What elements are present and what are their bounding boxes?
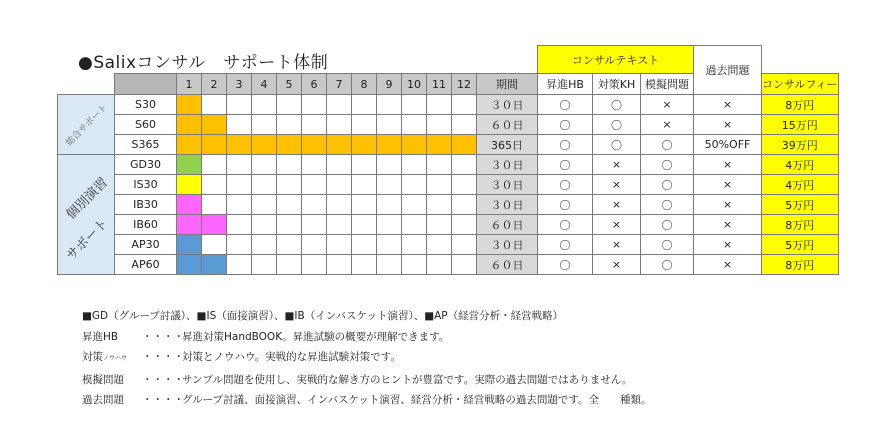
period-cell: ６０日 — [477, 115, 538, 135]
kh-cell: 〇 — [593, 95, 641, 115]
month-cell — [327, 195, 352, 215]
month-cell — [277, 115, 302, 135]
header-plan-blank — [115, 74, 177, 95]
month-cell — [277, 155, 302, 175]
kh-cell: × — [593, 175, 641, 195]
month-cell — [327, 135, 352, 155]
month-cell — [302, 175, 327, 195]
month-cell — [452, 255, 477, 275]
kako-cell: × — [694, 195, 762, 215]
kh-cell: × — [593, 215, 641, 235]
note-mogi — [82, 370, 652, 391]
hb-cell: 〇 — [538, 195, 593, 215]
header-fee: コンサルフィー — [762, 74, 839, 95]
price-cell: 4万円 — [762, 155, 839, 175]
month-cell — [402, 155, 427, 175]
month-cell — [302, 195, 327, 215]
month-cell — [402, 95, 427, 115]
month-cell — [202, 215, 227, 235]
plan-name: S365 — [115, 135, 177, 155]
mogi-cell: × — [641, 115, 694, 135]
month-cell — [227, 215, 252, 235]
month-cell — [377, 175, 402, 195]
month-header-9: 9 — [377, 74, 402, 95]
month-cell — [402, 255, 427, 275]
price-cell: 5万円 — [762, 235, 839, 255]
month-cell — [252, 195, 277, 215]
month-cell — [277, 255, 302, 275]
month-cell — [352, 195, 377, 215]
period-cell: ３０日 — [477, 195, 538, 215]
header-kikan: 期間 — [477, 74, 538, 95]
month-cell — [277, 175, 302, 195]
price-cell: 39万円 — [762, 135, 839, 155]
month-cell — [352, 115, 377, 135]
period-cell: ６０日 — [477, 255, 538, 275]
period-cell: ３０日 — [477, 235, 538, 255]
month-cell — [177, 95, 202, 115]
note-key: 模擬問題 — [82, 373, 124, 386]
kako-cell: × — [694, 235, 762, 255]
month-cell — [452, 235, 477, 255]
month-cell — [427, 195, 452, 215]
month-cell — [352, 135, 377, 155]
kh-cell: × — [593, 155, 641, 175]
month-header-12: 12 — [452, 74, 477, 95]
note-text: 対策とノウハウ。実戦的な昇進試験対策です。 — [182, 351, 401, 364]
month-cell — [377, 135, 402, 155]
month-cell — [302, 135, 327, 155]
plan-name: S30 — [115, 95, 177, 115]
plan-name: IB60 — [115, 215, 177, 235]
month-cell — [427, 215, 452, 235]
note-text: 昇進対策HandBOOK。昇進試験の概要が理解できます。 — [182, 330, 450, 343]
notes — [82, 306, 652, 411]
table-row — [58, 175, 839, 195]
month-header-2: 2 — [202, 74, 227, 95]
price-cell: 15万円 — [762, 115, 839, 135]
category-kobetsu-label-1: 個別演習 — [63, 174, 112, 223]
plan-name: IS30 — [115, 175, 177, 195]
note-hb — [82, 327, 652, 348]
month-cell — [302, 155, 327, 175]
month-cell — [202, 175, 227, 195]
table-row — [58, 195, 839, 215]
category-kobetsu — [58, 155, 115, 275]
month-cell — [352, 215, 377, 235]
month-cell — [352, 95, 377, 115]
month-header-5: 5 — [277, 74, 302, 95]
note-kako — [82, 390, 652, 411]
month-header-6: 6 — [302, 74, 327, 95]
hb-cell: 〇 — [538, 215, 593, 235]
month-cell — [252, 255, 277, 275]
month-cell — [402, 115, 427, 135]
plan-name: GD30 — [115, 155, 177, 175]
month-cell — [277, 235, 302, 255]
month-cell — [377, 155, 402, 175]
mogi-cell: 〇 — [641, 235, 694, 255]
table-row — [58, 235, 839, 255]
month-cell — [352, 175, 377, 195]
month-cell — [177, 255, 202, 275]
legend-line: ■GD（グループ討議）、■IS（面接演習）、■IB（インバスケット演習）、■AP（経営分析・経営戦略） — [82, 310, 564, 322]
mogi-cell: 〇 — [641, 215, 694, 235]
plan-name: IB30 — [115, 195, 177, 215]
kh-cell: 〇 — [593, 115, 641, 135]
month-cell — [302, 235, 327, 255]
hb-cell: 〇 — [538, 95, 593, 115]
period-cell: ３０日 — [477, 155, 538, 175]
month-cell — [452, 135, 477, 155]
month-cell — [252, 235, 277, 255]
month-cell — [327, 255, 352, 275]
hb-cell: 〇 — [538, 255, 593, 275]
note-key: 対策ノウハウ — [82, 351, 128, 364]
month-cell — [202, 155, 227, 175]
category-sogo — [58, 95, 115, 155]
month-cell — [177, 215, 202, 235]
month-cell — [327, 95, 352, 115]
kh-cell: × — [593, 195, 641, 215]
month-cell — [252, 155, 277, 175]
hb-cell: 〇 — [538, 115, 593, 135]
month-cell — [227, 135, 252, 155]
price-cell: 8万円 — [762, 215, 839, 235]
note-kh — [82, 347, 652, 370]
plan-name: AP30 — [115, 235, 177, 255]
month-header-8: 8 — [352, 74, 377, 95]
month-cell — [277, 95, 302, 115]
mogi-cell: × — [641, 95, 694, 115]
table-row — [58, 155, 839, 175]
kh-cell: × — [593, 235, 641, 255]
kako-cell: × — [694, 215, 762, 235]
month-cell — [302, 115, 327, 135]
month-cell — [402, 215, 427, 235]
month-cell — [427, 255, 452, 275]
mogi-cell: 〇 — [641, 195, 694, 215]
note-key: 昇進HB — [82, 330, 119, 343]
kh-cell: 〇 — [593, 135, 641, 155]
support-table — [57, 45, 839, 275]
kako-cell: 50%OFF — [694, 135, 762, 155]
month-cell — [277, 215, 302, 235]
mogi-cell: 〇 — [641, 155, 694, 175]
month-cell — [327, 235, 352, 255]
note-dots: ・・・・ — [142, 373, 184, 386]
category-sogo-label: 総合サポート — [64, 102, 110, 149]
month-cell — [302, 215, 327, 235]
month-cell — [252, 135, 277, 155]
table-row — [58, 135, 839, 155]
month-header-10: 10 — [402, 74, 427, 95]
table-row — [58, 255, 839, 275]
kh-cell: × — [593, 255, 641, 275]
header-kako-mondai: 過去問題 — [694, 46, 762, 95]
month-cell — [202, 255, 227, 275]
price-cell: 8万円 — [762, 95, 839, 115]
month-cell — [202, 195, 227, 215]
month-cell — [252, 215, 277, 235]
month-cell — [202, 235, 227, 255]
month-cell — [377, 215, 402, 235]
month-cell — [227, 235, 252, 255]
month-cell — [177, 115, 202, 135]
header-consul-text: コンサルテキスト — [538, 46, 694, 74]
period-cell: ６０日 — [477, 215, 538, 235]
month-cell — [402, 235, 427, 255]
note-dots: ・・・・ — [142, 330, 184, 343]
month-cell — [327, 155, 352, 175]
period-cell: ３０日 — [477, 95, 538, 115]
month-header-7: 7 — [327, 74, 352, 95]
month-cell — [427, 155, 452, 175]
kako-cell: × — [694, 155, 762, 175]
month-cell — [177, 155, 202, 175]
month-cell — [327, 175, 352, 195]
month-cell — [352, 155, 377, 175]
mogi-cell: 〇 — [641, 135, 694, 155]
month-cell — [352, 255, 377, 275]
price-cell: 4万円 — [762, 175, 839, 195]
month-cell — [452, 155, 477, 175]
month-cell — [427, 95, 452, 115]
month-cell — [452, 175, 477, 195]
month-header-3: 3 — [227, 74, 252, 95]
month-cell — [377, 195, 402, 215]
month-cell — [452, 215, 477, 235]
month-cell — [227, 195, 252, 215]
month-header-11: 11 — [427, 74, 452, 95]
period-cell: 365日 — [477, 135, 538, 155]
mogi-cell: 〇 — [641, 175, 694, 195]
table-row — [58, 115, 839, 135]
table-row — [58, 95, 839, 115]
header-mogi-mondai: 模擬問題 — [641, 74, 694, 95]
month-cell — [177, 235, 202, 255]
month-cell — [377, 115, 402, 135]
month-cell — [202, 115, 227, 135]
month-cell — [402, 135, 427, 155]
month-header-4: 4 — [252, 74, 277, 95]
plan-name: AP60 — [115, 255, 177, 275]
month-cell — [327, 215, 352, 235]
month-cell — [227, 115, 252, 135]
month-cell — [452, 115, 477, 135]
month-cell — [427, 235, 452, 255]
table-row — [58, 215, 839, 235]
month-cell — [402, 175, 427, 195]
month-cell — [427, 175, 452, 195]
month-cell — [452, 195, 477, 215]
month-cell — [252, 115, 277, 135]
month-cell — [227, 95, 252, 115]
month-cell — [277, 195, 302, 215]
month-cell — [452, 95, 477, 115]
header-shoshin-hb: 昇進HB — [538, 74, 593, 95]
kako-cell: × — [694, 115, 762, 135]
note-text: サンプル問題を使用し、実戦的な解き方のヒントが豊富です。実際の過去問題ではありません。 — [182, 373, 633, 386]
month-cell — [227, 155, 252, 175]
month-cell — [427, 115, 452, 135]
price-cell: 5万円 — [762, 195, 839, 215]
kako-cell: × — [694, 255, 762, 275]
hb-cell: 〇 — [538, 175, 593, 195]
mogi-cell: 〇 — [641, 255, 694, 275]
month-cell — [277, 135, 302, 155]
month-header-1: 1 — [177, 74, 202, 95]
month-cell — [427, 135, 452, 155]
month-cell — [227, 255, 252, 275]
note-key: 過去問題 — [82, 394, 124, 407]
hb-cell: 〇 — [538, 155, 593, 175]
month-cell — [327, 115, 352, 135]
note-text: グループ討議、面接演習、インバスケット演習、経営分析・経営戦略の過去問題です。全 種類。 — [182, 394, 652, 407]
plan-name: S60 — [115, 115, 177, 135]
month-cell — [177, 195, 202, 215]
note-dots: ・・・・ — [142, 351, 184, 364]
hb-cell: 〇 — [538, 235, 593, 255]
month-cell — [177, 175, 202, 195]
header-taisaku-kh: 対策KH — [593, 74, 641, 95]
month-cell — [227, 175, 252, 195]
price-cell: 8万円 — [762, 255, 839, 275]
month-cell — [352, 235, 377, 255]
period-cell: ３０日 — [477, 175, 538, 195]
kako-cell: × — [694, 95, 762, 115]
month-cell — [302, 255, 327, 275]
month-cell — [402, 195, 427, 215]
hb-cell: 〇 — [538, 135, 593, 155]
month-cell — [377, 235, 402, 255]
month-cell — [252, 175, 277, 195]
month-cell — [377, 255, 402, 275]
month-cell — [377, 95, 402, 115]
category-kobetsu-label-2: サポート — [63, 215, 112, 264]
note-key-small: ノウハウ — [103, 355, 128, 363]
month-cell — [177, 135, 202, 155]
month-cell — [202, 95, 227, 115]
month-cell — [302, 95, 327, 115]
month-cell — [202, 135, 227, 155]
kako-cell: × — [694, 175, 762, 195]
note-dots: ・・・・ — [142, 394, 184, 407]
page-title: ●Salixコンサル サポート体制 — [78, 53, 329, 73]
month-cell — [252, 95, 277, 115]
